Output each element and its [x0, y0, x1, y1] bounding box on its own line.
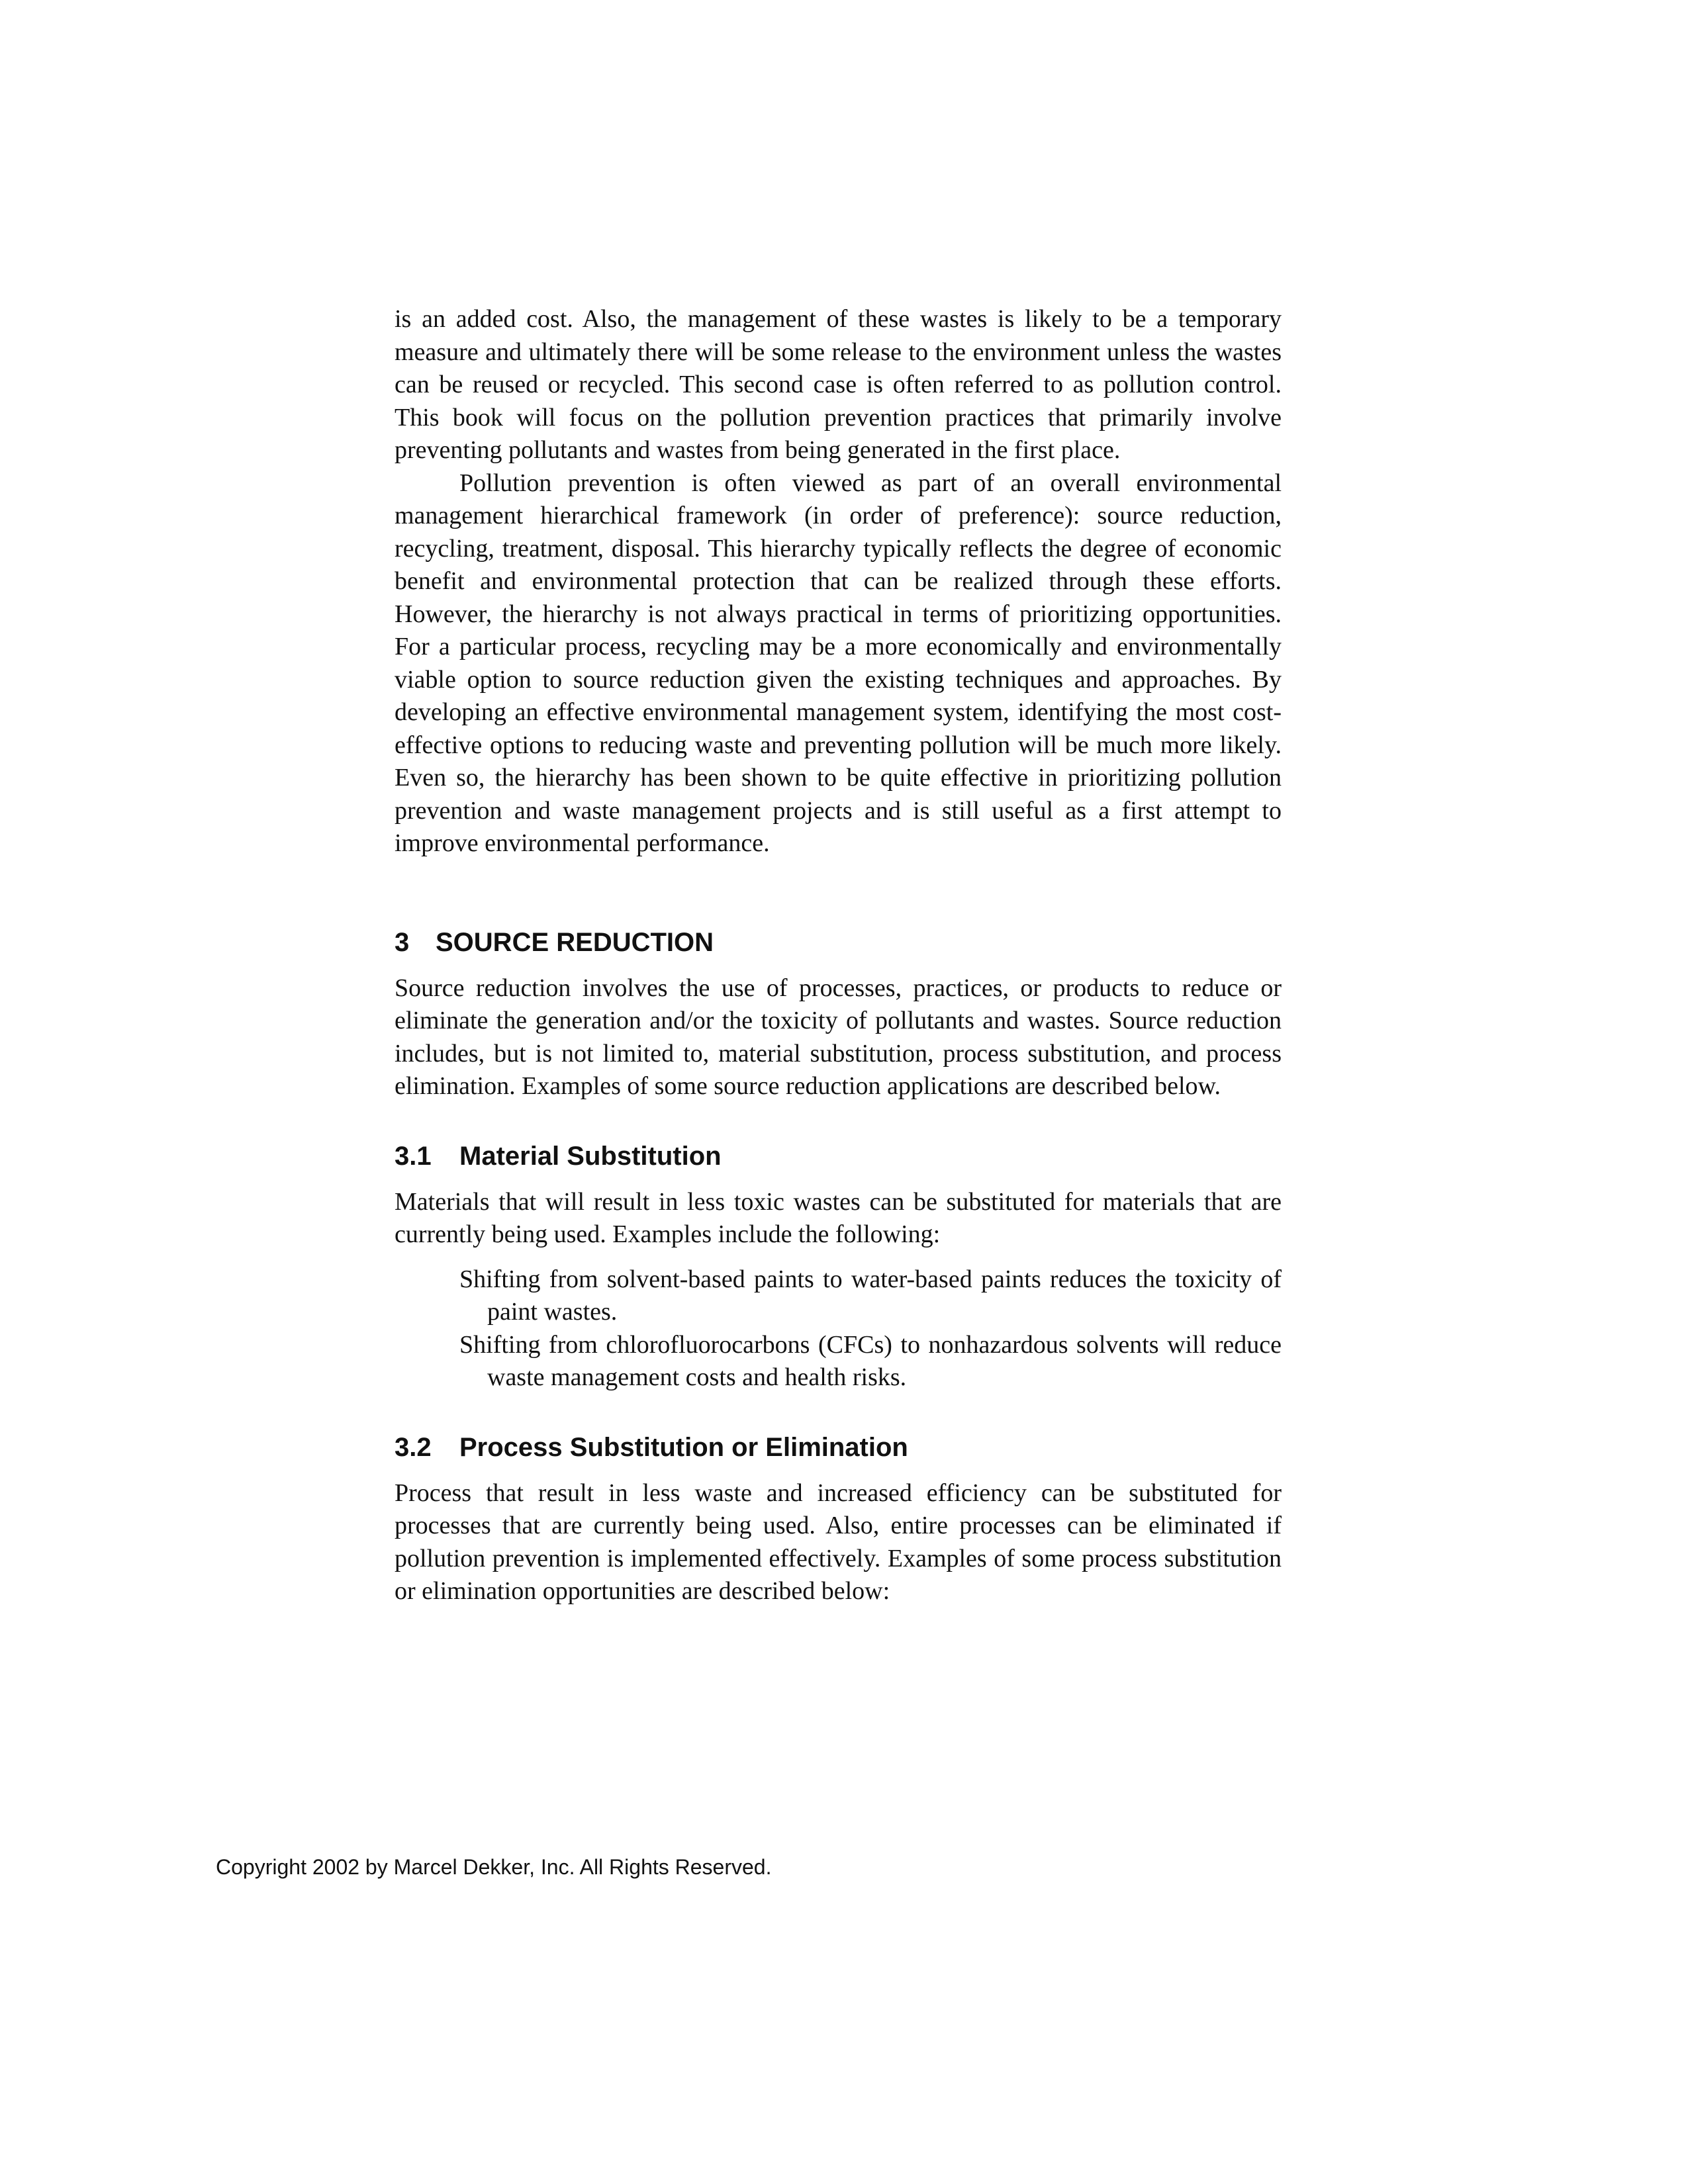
- subsection-number: 3.1: [395, 1141, 432, 1171]
- subsection-heading-process-substitution: [395, 1433, 1282, 1463]
- spacer: [395, 1251, 1282, 1263]
- section-heading-source-reduction: [395, 928, 1282, 958]
- examples-list: [395, 1263, 1282, 1394]
- spacer: [395, 958, 1282, 972]
- section-number: 3: [395, 927, 410, 957]
- list-item: Shifting from chlorofluorocarbons (CFCs) to nonhazardous solvents will reduce waste management costs and health risks.: [459, 1330, 1282, 1391]
- body-text-column: [395, 303, 1282, 1608]
- spacer: [395, 1394, 1282, 1433]
- paragraph-process-substitution: Process that result in less waste and increased efficiency can be substituted for processes that are currently being used. Also, entire processes can be eliminated if pollution prevention is implemented effectively. Examples of some process substitution or elimination opportunities are described below:: [395, 1479, 1282, 1605]
- paragraph-pollution-control: is an added cost. Also, the management of these wastes is likely to be a temporary measure and ultimately there will be some release to the environment unless the wastes can be reused or recycled. This second case is often referred to as pollution control. This book will focus on the pollution prevention practices that primarily involve preventing pollutants and wastes from being generated in the first place.: [395, 305, 1282, 464]
- paragraph-material-substitution: Materials that will result in less toxic wastes can be substituted for materials that are currently being used. Examples include the following:: [395, 1187, 1282, 1248]
- subsection-heading-material-substitution: [395, 1142, 1282, 1171]
- section-title: SOURCE REDUCTION: [436, 927, 714, 957]
- copyright-footer: Copyright 2002 by Marcel Dekker, Inc. All Rights Reserved.: [216, 1855, 772, 1879]
- paragraph-source-reduction: Source reduction involves the use of processes, practices, or products to reduce or eliminate the generation and/or the toxicity of pollutants and wastes. Source reduction includes, but is not limited to, material substitution, process substitution, and process elimination. Examples of some source reduction applications are described below.: [395, 974, 1282, 1100]
- spacer: [395, 1463, 1282, 1477]
- subsection-title: Process Substitution or Elimination: [459, 1432, 908, 1462]
- spacer: [395, 860, 1282, 928]
- spacer: [395, 1103, 1282, 1142]
- subsection-number: 3.2: [395, 1432, 432, 1462]
- list-item: Shifting from solvent-based paints to water-based paints reduces the toxicity of paint wastes.: [459, 1265, 1282, 1326]
- paragraph-hierarchy: Pollution prevention is often viewed as part of an overall environmental management hierarchical framework (in order of preference): source reduction, recycling, treatment, disposal. This hierarchy typically reflects the degree of economic benefit and environmental protection that can be realized through these efforts. However, the hierarchy is not always practical in terms of prioritizing opportunities. For a particular process, recycling may be a more economically and environmentally viable option to source reduction given the existing techniques and approaches. By developing an effective environmental management system, identifying the most cost-effective options to reducing waste and preventing pollution will be much more likely. Even so, the hierarchy has been shown to be quite effective in prioritizing pollution prevention and waste management projects and is still useful as a first attempt to improve environmental performance.: [395, 469, 1282, 857]
- subsection-title: Material Substitution: [459, 1141, 722, 1171]
- spacer: [395, 1171, 1282, 1186]
